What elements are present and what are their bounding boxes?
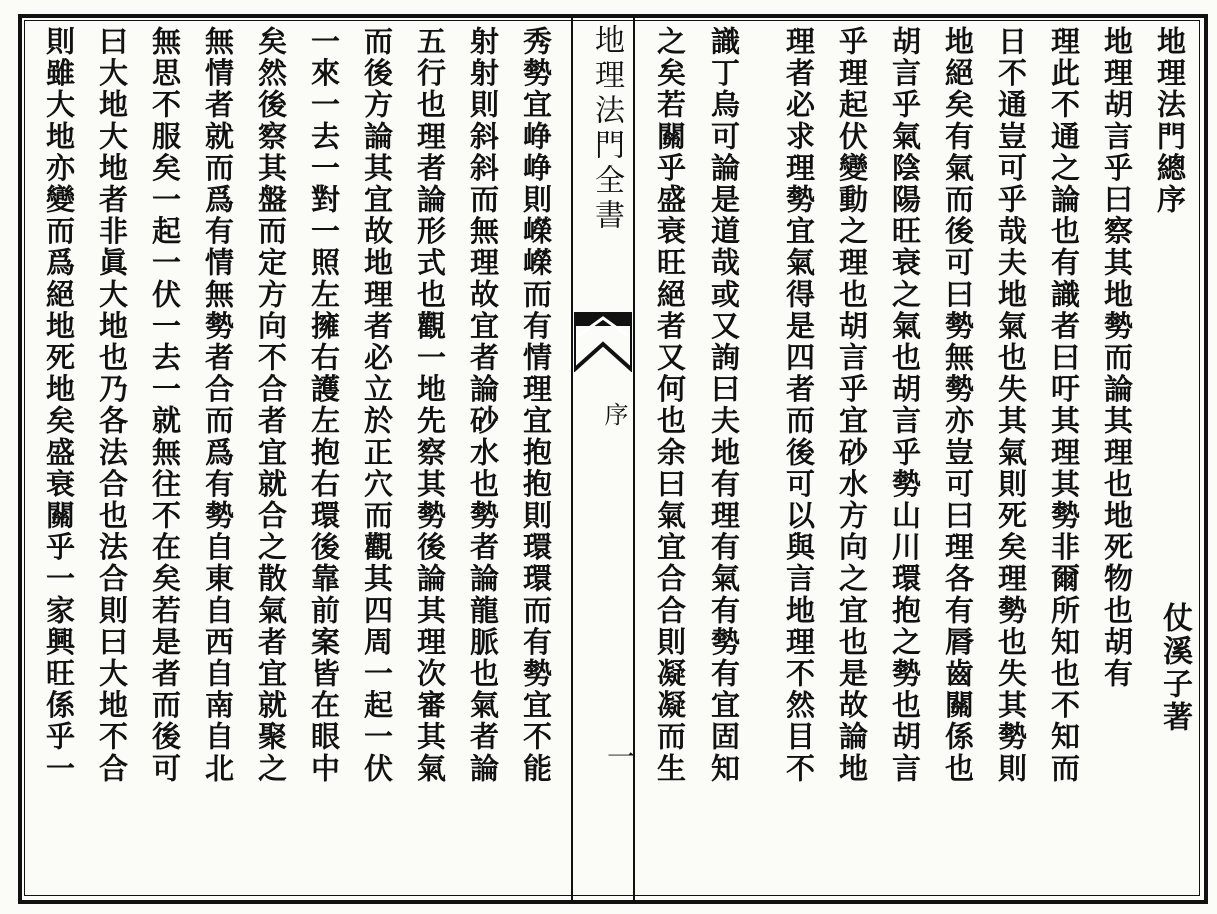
text-column: 理者必求理勢宜氣得是四者而後可以與言地理不然目不	[782, 26, 816, 785]
page-number: 一	[603, 742, 636, 770]
text-column: 地絕矣有氣而後可曰勢無勢亦豈可曰理各有脣齒關係也	[941, 26, 975, 785]
text-column: 五行也理者論形式也觀一地先察其勢後論其理次審其氣	[413, 26, 447, 785]
text-column: 射射則斜斜而無理故宜者論砂水也勢者論龍脈也氣者論	[466, 26, 500, 785]
text-column: 無情者就而爲有情無勢者合而爲有勢自東自西自南自北	[201, 26, 235, 785]
gutter-right-rule	[633, 14, 635, 904]
text-column: 曰大地大地者非眞大地也乃各法合也法合則曰大地不合	[95, 26, 129, 785]
text-column: 矣然後察其盤而定方向不合者宜就合之散氣者宜就聚之	[254, 26, 288, 785]
text-column: 一來一去一對一照左擁右護左抱右環後靠前案皆在眼中	[307, 26, 341, 785]
text-column: 胡言乎氣陰陽旺衰之氣也胡言乎勢山川環抱之勢也胡言	[888, 26, 922, 785]
section-label: 序	[600, 402, 628, 426]
text-column: 識丁烏可論是道哉或又詢曰夫地有理有氣有勢有宜固知	[707, 26, 741, 785]
fishtail-ornament-icon	[574, 312, 632, 372]
gutter-left-rule	[571, 14, 573, 904]
preface-title: 地理法門總序	[1153, 26, 1187, 216]
text-column: 之矣若關乎盛衰旺絕者又何也余曰氣宜合合則凝凝而生	[653, 26, 687, 785]
text-column: 無思不服矣一起一伏一去一就無往不在矣若是者而後可	[148, 26, 182, 785]
text-column: 而後方論其宜故地理者必立於正穴而觀其四周一起一伏	[360, 26, 394, 785]
text-column: 秀勢宜峥峥則嶸嶸而有情理宜抱抱則環環而有勢宜不能	[519, 26, 553, 785]
text-column: 理此不通之論也有識者曰吁其理其勢非爾所知也不知而	[1047, 26, 1081, 785]
text-column: 地理胡言乎曰察其地勢而論其理也地死物也胡有	[1100, 26, 1134, 690]
text-column: 日不通豈可乎哉夫地氣也失其氣則死矣理勢也失其勢則	[994, 26, 1028, 785]
preface-author: 仗溪子著	[1157, 602, 1192, 734]
text-column: 則雖大地亦變而爲絕地死地矣盛衰關乎一家興旺係乎一	[42, 26, 76, 785]
book-title: 地理法門全書	[589, 24, 624, 234]
text-column: 乎理起伏變動之理也胡言乎宜砂水方向之宜也是故論地	[835, 26, 869, 785]
